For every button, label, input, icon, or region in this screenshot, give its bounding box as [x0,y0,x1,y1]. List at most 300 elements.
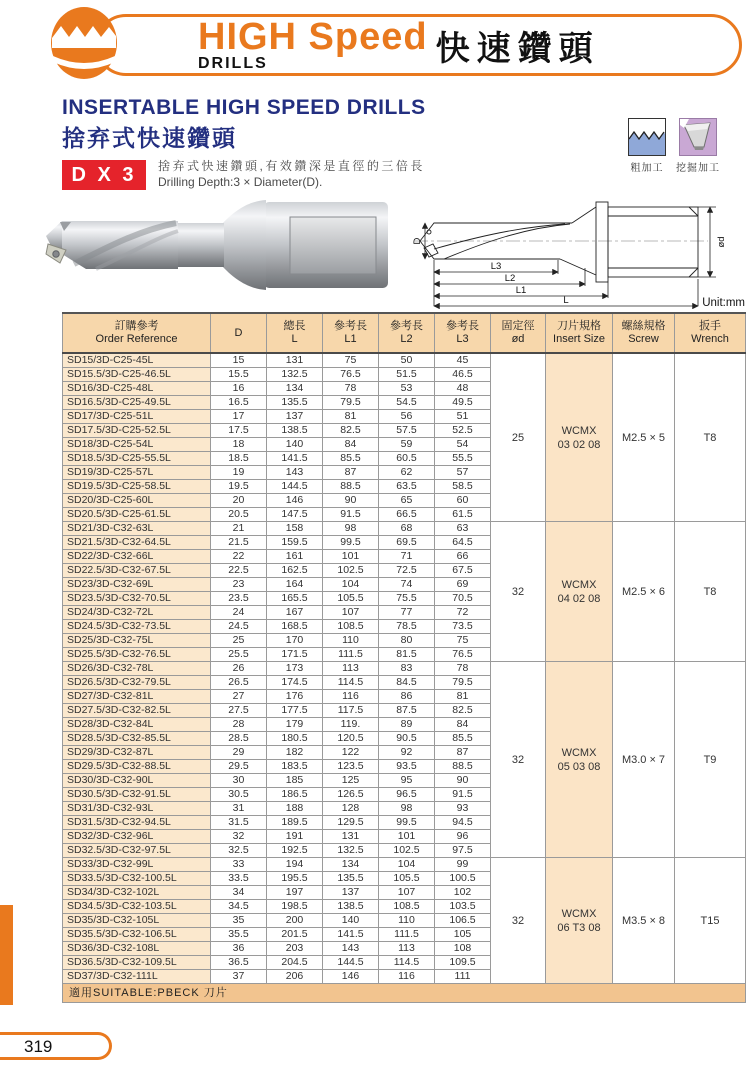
value-cell: 76.5 [435,648,491,662]
value-cell: 32 [211,830,267,844]
order-reference-cell: SD16/3D-C25-48L [63,382,211,396]
table-header-row [63,313,746,353]
value-cell: 27.5 [211,704,267,718]
column-header: D [211,313,267,353]
value-cell: 51 [435,410,491,424]
value-cell: 80 [379,634,435,648]
value-cell: 78 [323,382,379,396]
value-cell: 135.5 [267,396,323,410]
insert-size-cell: WCMX 03 02 08 [546,353,613,522]
value-cell: 75 [323,353,379,368]
banner-en-block [198,18,428,72]
value-cell: 96.5 [379,788,435,802]
value-cell: 31 [211,802,267,816]
value-cell: 21 [211,522,267,536]
value-cell: 99 [435,858,491,872]
value-cell: 55.5 [435,452,491,466]
value-cell: 81 [435,690,491,704]
value-cell: 26 [211,662,267,676]
value-cell: 143 [323,942,379,956]
value-cell: 33 [211,858,267,872]
value-cell: 99.5 [379,816,435,830]
order-reference-cell: SD27.5/3D-C32-82.5L [63,704,211,718]
value-cell: 89 [379,718,435,732]
order-reference-cell: SD15.5/3D-C25-46.5L [63,368,211,382]
value-cell: 78.5 [379,620,435,634]
value-cell: 96 [435,830,491,844]
table-row [63,353,746,368]
value-cell: 67.5 [435,564,491,578]
value-cell: 138.5 [267,424,323,438]
value-cell: 71 [379,550,435,564]
insert-size-cell: WCMX 04 02 08 [546,522,613,662]
column-header: 螺絲規格 Screw [613,313,675,353]
order-reference-cell: SD16.5/3D-C25-49.5L [63,396,211,410]
value-cell: 113 [323,662,379,676]
value-cell: 78 [435,662,491,676]
value-cell: 183.5 [267,760,323,774]
value-cell: 87 [435,746,491,760]
order-reference-cell: SD21/3D-C32-63L [63,522,211,536]
value-cell: 77 [379,606,435,620]
value-cell: 17.5 [211,424,267,438]
value-cell: 206 [267,970,323,984]
value-cell: 87 [323,466,379,480]
value-cell: 116 [323,690,379,704]
value-cell: 15.5 [211,368,267,382]
value-cell: 176 [267,690,323,704]
value-cell: 98 [379,802,435,816]
order-reference-cell: SD31/3D-C32-93L [63,802,211,816]
value-cell: 102.5 [379,844,435,858]
order-reference-cell: SD20.5/3D-C25-61.5L [63,508,211,522]
value-cell: 104 [323,578,379,592]
dimension-label-L3: L3 [490,261,502,272]
value-cell: 203 [267,942,323,956]
column-header: 固定徑 ød [491,313,546,353]
order-reference-cell: SD26/3D-C32-78L [63,662,211,676]
value-cell: 111.5 [323,648,379,662]
column-header: 參考長 L1 [323,313,379,353]
value-cell: 97.5 [435,844,491,858]
value-cell: 81 [323,410,379,424]
value-cell: 111.5 [379,928,435,942]
fixing-diameter-cell: 32 [491,858,546,984]
value-cell: 23.5 [211,592,267,606]
wrench-cell: T15 [675,858,746,984]
dimension-label-L2: L2 [504,273,516,284]
value-cell: 79.5 [435,676,491,690]
value-cell: 88.5 [323,480,379,494]
order-reference-cell: SD24/3D-C32-72L [63,606,211,620]
wrench-cell: T9 [675,662,746,858]
value-cell: 108.5 [323,620,379,634]
value-cell: 105.5 [323,592,379,606]
fixing-diameter-cell: 32 [491,522,546,662]
value-cell: 73.5 [435,620,491,634]
value-cell: 108.5 [379,900,435,914]
value-cell: 110 [379,914,435,928]
value-cell: 82.5 [323,424,379,438]
order-reference-cell: SD29.5/3D-C32-88.5L [63,760,211,774]
value-cell: 22 [211,550,267,564]
value-cell: 64.5 [435,536,491,550]
value-cell: 24.5 [211,620,267,634]
value-cell: 101 [323,550,379,564]
value-cell: 144.5 [323,956,379,970]
fixing-diameter-cell: 25 [491,353,546,522]
value-cell: 159.5 [267,536,323,550]
order-reference-cell: SD33.5/3D-C32-100.5L [63,872,211,886]
value-cell: 35 [211,914,267,928]
value-cell: 85.5 [323,452,379,466]
value-cell: 59 [379,438,435,452]
table-row [63,662,746,676]
value-cell: 123.5 [323,760,379,774]
value-cell: 25.5 [211,648,267,662]
insert-size-cell: WCMX 05 03 08 [546,662,613,858]
order-reference-cell: SD35.5/3D-C32-106.5L [63,928,211,942]
value-cell: 204.5 [267,956,323,970]
screw-size-cell: M3.0 × 7 [613,662,675,858]
value-cell: 162.5 [267,564,323,578]
order-reference-cell: SD34/3D-C32-102L [63,886,211,900]
column-header: 參考長 L2 [379,313,435,353]
value-cell: 200 [267,914,323,928]
value-cell: 134 [323,858,379,872]
value-cell: 132.5 [323,844,379,858]
order-reference-cell: SD17.5/3D-C25-52.5L [63,424,211,438]
table-footer-row [63,984,746,1003]
value-cell: 201.5 [267,928,323,942]
value-cell: 34 [211,886,267,900]
order-reference-cell: SD36.5/3D-C32-109.5L [63,956,211,970]
value-cell: 185 [267,774,323,788]
value-cell: 49.5 [435,396,491,410]
drill-photo [26,192,394,300]
value-cell: 90 [323,494,379,508]
order-reference-cell: SD25/3D-C32-75L [63,634,211,648]
value-cell: 36.5 [211,956,267,970]
value-cell: 91.5 [323,508,379,522]
value-cell: 90.5 [379,732,435,746]
column-header: 參考長 L3 [435,313,491,353]
value-cell: 54.5 [379,396,435,410]
value-cell: 114.5 [323,676,379,690]
boring-machining-item [676,118,720,174]
order-reference-cell: SD30/3D-C32-90L [63,774,211,788]
value-cell: 132.5 [267,368,323,382]
order-reference-cell: SD19.5/3D-C25-58.5L [63,480,211,494]
spec-table-wrap [62,312,746,1003]
screw-size-cell: M3.5 × 8 [613,858,675,984]
value-cell: 122 [323,746,379,760]
dx3-description [158,158,425,190]
value-cell: 35.5 [211,928,267,942]
value-cell: 104 [379,858,435,872]
value-cell: 108 [435,942,491,956]
value-cell: 144.5 [267,480,323,494]
value-cell: 92 [379,746,435,760]
value-cell: 26.5 [211,676,267,690]
value-cell: 20 [211,494,267,508]
value-cell: 91.5 [435,788,491,802]
column-header: 刀片規格 Insert Size [546,313,613,353]
value-cell: 167 [267,606,323,620]
value-cell: 87.5 [379,704,435,718]
value-cell: 53 [379,382,435,396]
value-cell: 56 [379,410,435,424]
value-cell: 110 [323,634,379,648]
value-cell: 52.5 [435,424,491,438]
order-reference-cell: SD27/3D-C32-81L [63,690,211,704]
value-cell: 75.5 [379,592,435,606]
value-cell: 102.5 [323,564,379,578]
dx3-description-en: Drilling Depth:3 × Diameter(D). [158,175,323,189]
column-header: 總長 L [267,313,323,353]
value-cell: 25 [211,634,267,648]
order-reference-cell: SD25.5/3D-C32-76.5L [63,648,211,662]
value-cell: 60 [435,494,491,508]
value-cell: 180.5 [267,732,323,746]
value-cell: 164 [267,578,323,592]
value-cell: 143 [267,466,323,480]
value-cell: 114.5 [379,956,435,970]
unit-label: Unit:mm [702,297,745,309]
value-cell: 100.5 [435,872,491,886]
value-cell: 84.5 [379,676,435,690]
value-cell: 50 [379,353,435,368]
value-cell: 20.5 [211,508,267,522]
dx3-badge: D X 3 [62,160,146,190]
value-cell: 95 [379,774,435,788]
value-cell: 116 [379,970,435,984]
value-cell: 76.5 [323,368,379,382]
rough-machining-item [628,118,666,174]
value-cell: 135.5 [323,872,379,886]
value-cell: 83 [379,662,435,676]
order-reference-cell: SD22.5/3D-C32-67.5L [63,564,211,578]
value-cell: 168.5 [267,620,323,634]
value-cell: 120.5 [323,732,379,746]
value-cell: 147.5 [267,508,323,522]
value-cell: 60.5 [379,452,435,466]
value-cell: 94.5 [435,816,491,830]
value-cell: 31.5 [211,816,267,830]
page-title-en: INSERTABLE HIGH SPEED DRILLS [62,96,426,119]
column-header: 扳手 Wrench [675,313,746,353]
order-reference-cell: SD18.5/3D-C25-55.5L [63,452,211,466]
value-cell: 146 [267,494,323,508]
value-cell: 32.5 [211,844,267,858]
value-cell: 72 [435,606,491,620]
value-cell: 37 [211,970,267,984]
value-cell: 34.5 [211,900,267,914]
order-reference-cell: SD21.5/3D-C32-64.5L [63,536,211,550]
value-cell: 191 [267,830,323,844]
value-cell: 65 [379,494,435,508]
value-cell: 16 [211,382,267,396]
value-cell: 141.5 [323,928,379,942]
value-cell: 140 [323,914,379,928]
column-header: 訂購參考 Order Reference [63,313,211,353]
order-reference-cell: SD28.5/3D-C32-85.5L [63,732,211,746]
value-cell: 98 [323,522,379,536]
value-cell: 131 [323,830,379,844]
order-reference-cell: SD17/3D-C25-51L [63,410,211,424]
rough-machining-icon [628,118,666,156]
order-reference-cell: SD23/3D-C32-69L [63,578,211,592]
banner-subtitle: DRILLS [198,55,268,72]
value-cell: 158 [267,522,323,536]
value-cell: 18 [211,438,267,452]
value-cell: 138.5 [323,900,379,914]
value-cell: 198.5 [267,900,323,914]
order-reference-cell: SD28/3D-C32-84L [63,718,211,732]
value-cell: 36 [211,942,267,956]
value-cell: 30.5 [211,788,267,802]
value-cell: 15 [211,353,267,368]
value-cell: 70.5 [435,592,491,606]
value-cell: 174.5 [267,676,323,690]
value-cell: 46.5 [435,368,491,382]
order-reference-cell: SD26.5/3D-C32-79.5L [63,676,211,690]
order-reference-cell: SD36/3D-C32-108L [63,942,211,956]
value-cell: 171.5 [267,648,323,662]
order-reference-cell: SD33/3D-C32-99L [63,858,211,872]
value-cell: 61.5 [435,508,491,522]
value-cell: 99.5 [323,536,379,550]
value-cell: 69 [435,578,491,592]
order-reference-cell: SD20/3D-C25-60L [63,494,211,508]
page-title-zh: 捨弃式快速鑽頭 [62,125,237,151]
value-cell: 19 [211,466,267,480]
value-cell: 81.5 [379,648,435,662]
value-cell: 103.5 [435,900,491,914]
value-cell: 28 [211,718,267,732]
value-cell: 161 [267,550,323,564]
value-cell: 107 [323,606,379,620]
order-reference-cell: SD37/3D-C32-111L [63,970,211,984]
screw-size-cell: M2.5 × 5 [613,353,675,522]
value-cell: 28.5 [211,732,267,746]
order-reference-cell: SD24.5/3D-C32-73.5L [63,620,211,634]
page-number: 319 [0,1032,112,1060]
value-cell: 68 [379,522,435,536]
boring-machining-icon [679,118,717,156]
order-reference-cell: SD34.5/3D-C32-103.5L [63,900,211,914]
dx3-description-zh: 捨弃式快速鑽頭,有效鑽深是直徑的三倍長 [158,159,425,173]
value-cell: 129.5 [323,816,379,830]
value-cell: 69.5 [379,536,435,550]
dimension-label-L1: L1 [515,285,527,296]
value-cell: 125 [323,774,379,788]
table-footer-note: 適用SUITABLE:PBECK 刀片 [63,984,746,1003]
value-cell: 131 [267,353,323,368]
value-cell: 101 [379,830,435,844]
value-cell: 188 [267,802,323,816]
wrench-cell: T8 [675,353,746,522]
value-cell: 179 [267,718,323,732]
value-cell: 62 [379,466,435,480]
value-cell: 117.5 [323,704,379,718]
value-cell: 109.5 [435,956,491,970]
value-cell: 128 [323,802,379,816]
value-cell: 137 [267,410,323,424]
order-reference-cell: SD32.5/3D-C32-97.5L [63,844,211,858]
value-cell: 146 [323,970,379,984]
value-cell: 173 [267,662,323,676]
value-cell: 66.5 [379,508,435,522]
value-cell: 195.5 [267,872,323,886]
value-cell: 75 [435,634,491,648]
value-cell: 90 [435,774,491,788]
technical-drawing [410,194,750,310]
value-cell: 63.5 [379,480,435,494]
value-cell: 186.5 [267,788,323,802]
banner-title-en: HIGH Speed [198,16,428,58]
value-cell: 102 [435,886,491,900]
value-cell: 106.5 [435,914,491,928]
screw-size-cell: M2.5 × 6 [613,522,675,662]
brand-drill-logo-icon [50,6,118,80]
value-cell: 197 [267,886,323,900]
order-reference-cell: SD35/3D-C32-105L [63,914,211,928]
order-reference-cell: SD23.5/3D-C32-70.5L [63,592,211,606]
value-cell: 177.5 [267,704,323,718]
value-cell: 19.5 [211,480,267,494]
value-cell: 45 [435,353,491,368]
value-cell: 17 [211,410,267,424]
value-cell: 105 [435,928,491,942]
value-cell: 84 [323,438,379,452]
value-cell: 93 [435,802,491,816]
value-cell: 126.5 [323,788,379,802]
machining-icons [628,118,720,174]
value-cell: 86 [379,690,435,704]
value-cell: 54 [435,438,491,452]
value-cell: 137 [323,886,379,900]
value-cell: 140 [267,438,323,452]
value-cell: 16.5 [211,396,267,410]
order-reference-cell: SD18/3D-C25-54L [63,438,211,452]
value-cell: 51.5 [379,368,435,382]
value-cell: 74 [379,578,435,592]
banner-title-zh: 快速鑽頭 [435,29,600,68]
value-cell: 48 [435,382,491,396]
value-cell: 84 [435,718,491,732]
value-cell: 113 [379,942,435,956]
value-cell: 58.5 [435,480,491,494]
value-cell: 93.5 [379,760,435,774]
value-cell: 30 [211,774,267,788]
value-cell: 182 [267,746,323,760]
value-cell: 63 [435,522,491,536]
fixing-diameter-cell: 32 [491,662,546,858]
value-cell: 189.5 [267,816,323,830]
value-cell: 79.5 [323,396,379,410]
value-cell: 82.5 [435,704,491,718]
value-cell: 107 [379,886,435,900]
value-cell: 57 [435,466,491,480]
order-reference-cell: SD31.5/3D-C32-94.5L [63,816,211,830]
order-reference-cell: SD22/3D-C32-66L [63,550,211,564]
value-cell: 29.5 [211,760,267,774]
header-banner [95,14,742,76]
value-cell: 194 [267,858,323,872]
value-cell: 88.5 [435,760,491,774]
value-cell: 57.5 [379,424,435,438]
